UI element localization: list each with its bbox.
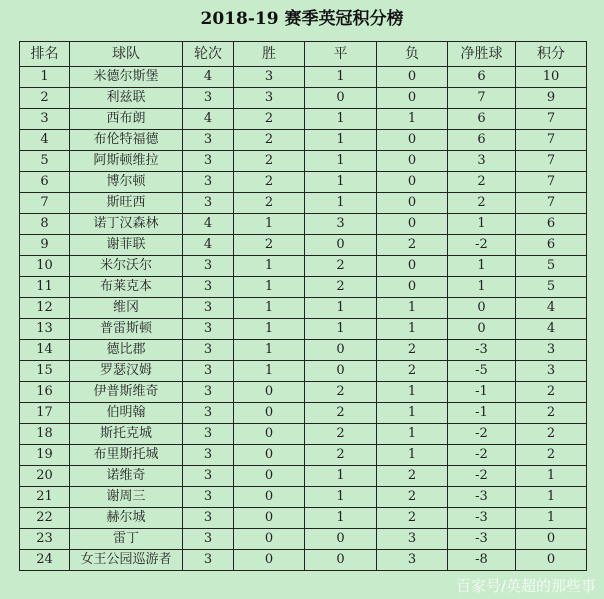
cell-team: 斯旺西 xyxy=(70,193,183,214)
cell-goal-diff: 1 xyxy=(448,214,516,235)
cell-rank: 4 xyxy=(20,130,70,151)
cell-drawn: 1 xyxy=(305,130,377,151)
table-row xyxy=(20,466,587,487)
cell-team: 伊普斯维奇 xyxy=(70,382,183,403)
cell-played: 3 xyxy=(183,361,234,382)
standings-table xyxy=(19,41,587,571)
table-row xyxy=(20,172,587,193)
cell-drawn: 1 xyxy=(305,466,377,487)
cell-won: 0 xyxy=(234,445,305,466)
cell-goal-diff: 6 xyxy=(448,130,516,151)
cell-goal-diff: -3 xyxy=(448,487,516,508)
cell-drawn: 0 xyxy=(305,88,377,109)
cell-team: 米尔沃尔 xyxy=(70,256,183,277)
cell-points: 0 xyxy=(516,529,587,550)
cell-rank: 11 xyxy=(20,277,70,298)
cell-team: 西布朗 xyxy=(70,109,183,130)
cell-points: 6 xyxy=(516,214,587,235)
cell-played: 3 xyxy=(183,445,234,466)
cell-rank: 21 xyxy=(20,487,70,508)
cell-drawn: 1 xyxy=(305,172,377,193)
cell-won: 1 xyxy=(234,319,305,340)
table-row xyxy=(20,256,587,277)
cell-lost: 0 xyxy=(377,88,448,109)
cell-goal-diff: 6 xyxy=(448,109,516,130)
cell-rank: 7 xyxy=(20,193,70,214)
cell-rank: 8 xyxy=(20,214,70,235)
table-row xyxy=(20,319,587,340)
cell-team: 普雷斯顿 xyxy=(70,319,183,340)
cell-lost: 1 xyxy=(377,298,448,319)
cell-points: 3 xyxy=(516,361,587,382)
cell-goal-diff: 2 xyxy=(448,193,516,214)
cell-goal-diff: -5 xyxy=(448,361,516,382)
table-row xyxy=(20,298,587,319)
table-row xyxy=(20,340,587,361)
cell-points: 0 xyxy=(516,550,587,571)
table-row xyxy=(20,235,587,256)
cell-won: 1 xyxy=(234,340,305,361)
cell-won: 0 xyxy=(234,487,305,508)
cell-lost: 3 xyxy=(377,550,448,571)
cell-drawn: 1 xyxy=(305,298,377,319)
cell-rank: 20 xyxy=(20,466,70,487)
cell-won: 0 xyxy=(234,466,305,487)
cell-drawn: 0 xyxy=(305,340,377,361)
cell-lost: 0 xyxy=(377,130,448,151)
cell-drawn: 0 xyxy=(305,235,377,256)
table-row xyxy=(20,529,587,550)
cell-played: 3 xyxy=(183,466,234,487)
cell-won: 2 xyxy=(234,109,305,130)
cell-goal-diff: 3 xyxy=(448,151,516,172)
cell-played: 3 xyxy=(183,424,234,445)
cell-lost: 2 xyxy=(377,235,448,256)
cell-goal-diff: -3 xyxy=(448,508,516,529)
header-team: 球队 xyxy=(70,42,183,67)
cell-points: 1 xyxy=(516,487,587,508)
cell-won: 2 xyxy=(234,172,305,193)
cell-played: 3 xyxy=(183,403,234,424)
cell-won: 1 xyxy=(234,256,305,277)
cell-lost: 2 xyxy=(377,340,448,361)
cell-won: 0 xyxy=(234,550,305,571)
cell-points: 1 xyxy=(516,508,587,529)
cell-played: 3 xyxy=(183,487,234,508)
cell-won: 2 xyxy=(234,151,305,172)
cell-points: 2 xyxy=(516,424,587,445)
cell-lost: 2 xyxy=(377,487,448,508)
cell-drawn: 1 xyxy=(305,151,377,172)
cell-won: 0 xyxy=(234,529,305,550)
cell-played: 4 xyxy=(183,109,234,130)
cell-drawn: 1 xyxy=(305,487,377,508)
cell-rank: 12 xyxy=(20,298,70,319)
cell-goal-diff: -2 xyxy=(448,424,516,445)
cell-team: 诺丁汉森林 xyxy=(70,214,183,235)
header-points: 积分 xyxy=(516,42,587,67)
cell-rank: 9 xyxy=(20,235,70,256)
cell-points: 7 xyxy=(516,109,587,130)
cell-team: 伯明翰 xyxy=(70,403,183,424)
cell-rank: 22 xyxy=(20,508,70,529)
cell-played: 3 xyxy=(183,151,234,172)
cell-lost: 0 xyxy=(377,214,448,235)
table-row xyxy=(20,277,587,298)
cell-team: 谢周三 xyxy=(70,487,183,508)
table-row xyxy=(20,67,587,88)
header-played: 轮次 xyxy=(183,42,234,67)
cell-goal-diff: -2 xyxy=(448,466,516,487)
page-title: 2018-19 赛季英冠积分榜 xyxy=(200,9,404,29)
cell-lost: 0 xyxy=(377,277,448,298)
cell-won: 1 xyxy=(234,298,305,319)
cell-team: 谢菲联 xyxy=(70,235,183,256)
cell-points: 10 xyxy=(516,67,587,88)
cell-rank: 23 xyxy=(20,529,70,550)
cell-rank: 14 xyxy=(20,340,70,361)
cell-won: 1 xyxy=(234,277,305,298)
cell-played: 3 xyxy=(183,193,234,214)
cell-drawn: 0 xyxy=(305,361,377,382)
cell-team: 德比郡 xyxy=(70,340,183,361)
cell-team: 维冈 xyxy=(70,298,183,319)
header-row xyxy=(20,42,587,67)
cell-rank: 18 xyxy=(20,424,70,445)
cell-played: 3 xyxy=(183,550,234,571)
cell-team: 米德尔斯堡 xyxy=(70,67,183,88)
cell-rank: 15 xyxy=(20,361,70,382)
cell-rank: 17 xyxy=(20,403,70,424)
table-row xyxy=(20,214,587,235)
header-drawn: 平 xyxy=(305,42,377,67)
cell-points: 2 xyxy=(516,403,587,424)
cell-team: 布莱克本 xyxy=(70,277,183,298)
cell-lost: 0 xyxy=(377,193,448,214)
cell-lost: 1 xyxy=(377,424,448,445)
cell-played: 3 xyxy=(183,256,234,277)
watermark: 百家号/英超的那些事 xyxy=(455,577,596,595)
table-row xyxy=(20,550,587,571)
cell-team: 斯托克城 xyxy=(70,424,183,445)
cell-played: 3 xyxy=(183,172,234,193)
cell-won: 1 xyxy=(234,214,305,235)
cell-lost: 2 xyxy=(377,466,448,487)
cell-points: 4 xyxy=(516,298,587,319)
cell-won: 3 xyxy=(234,88,305,109)
table-row xyxy=(20,445,587,466)
cell-points: 3 xyxy=(516,340,587,361)
cell-rank: 10 xyxy=(20,256,70,277)
cell-lost: 1 xyxy=(377,403,448,424)
cell-goal-diff: 7 xyxy=(448,88,516,109)
cell-goal-diff: -3 xyxy=(448,529,516,550)
cell-played: 3 xyxy=(183,130,234,151)
cell-points: 5 xyxy=(516,277,587,298)
cell-points: 9 xyxy=(516,88,587,109)
cell-goal-diff: -1 xyxy=(448,382,516,403)
cell-drawn: 2 xyxy=(305,424,377,445)
cell-lost: 1 xyxy=(377,445,448,466)
cell-lost: 1 xyxy=(377,319,448,340)
cell-goal-diff: 1 xyxy=(448,277,516,298)
cell-won: 0 xyxy=(234,382,305,403)
cell-won: 2 xyxy=(234,193,305,214)
cell-lost: 2 xyxy=(377,361,448,382)
cell-lost: 1 xyxy=(377,382,448,403)
cell-played: 3 xyxy=(183,382,234,403)
cell-goal-diff: 0 xyxy=(448,298,516,319)
cell-team: 赫尔城 xyxy=(70,508,183,529)
cell-played: 4 xyxy=(183,235,234,256)
cell-played: 3 xyxy=(183,277,234,298)
cell-rank: 1 xyxy=(20,67,70,88)
cell-drawn: 3 xyxy=(305,214,377,235)
cell-drawn: 0 xyxy=(305,550,377,571)
cell-won: 0 xyxy=(234,508,305,529)
cell-points: 6 xyxy=(516,235,587,256)
table-row xyxy=(20,109,587,130)
table-row xyxy=(20,424,587,445)
cell-goal-diff: -2 xyxy=(448,445,516,466)
header-won: 胜 xyxy=(234,42,305,67)
cell-team: 布伦特福德 xyxy=(70,130,183,151)
cell-drawn: 2 xyxy=(305,403,377,424)
table-row xyxy=(20,88,587,109)
table-row xyxy=(20,382,587,403)
cell-won: 2 xyxy=(234,235,305,256)
header-goal-diff: 净胜球 xyxy=(448,42,516,67)
table-row xyxy=(20,151,587,172)
cell-drawn: 1 xyxy=(305,67,377,88)
cell-points: 7 xyxy=(516,193,587,214)
cell-rank: 5 xyxy=(20,151,70,172)
cell-won: 0 xyxy=(234,403,305,424)
cell-points: 7 xyxy=(516,151,587,172)
cell-won: 1 xyxy=(234,361,305,382)
cell-drawn: 2 xyxy=(305,277,377,298)
cell-points: 2 xyxy=(516,382,587,403)
cell-played: 3 xyxy=(183,298,234,319)
cell-goal-diff: 2 xyxy=(448,172,516,193)
table-row xyxy=(20,130,587,151)
cell-rank: 16 xyxy=(20,382,70,403)
table-row xyxy=(20,361,587,382)
cell-lost: 0 xyxy=(377,256,448,277)
header-rank: 排名 xyxy=(20,42,70,67)
cell-team: 博尔顿 xyxy=(70,172,183,193)
cell-points: 7 xyxy=(516,172,587,193)
cell-won: 2 xyxy=(234,130,305,151)
cell-played: 3 xyxy=(183,340,234,361)
cell-goal-diff: -2 xyxy=(448,235,516,256)
cell-played: 3 xyxy=(183,508,234,529)
cell-points: 4 xyxy=(516,319,587,340)
cell-won: 3 xyxy=(234,67,305,88)
cell-drawn: 2 xyxy=(305,445,377,466)
cell-played: 3 xyxy=(183,529,234,550)
cell-lost: 0 xyxy=(377,172,448,193)
cell-lost: 2 xyxy=(377,508,448,529)
cell-goal-diff: 1 xyxy=(448,256,516,277)
cell-rank: 3 xyxy=(20,109,70,130)
cell-points: 2 xyxy=(516,445,587,466)
cell-team: 女王公园巡游者 xyxy=(70,550,183,571)
cell-goal-diff: -3 xyxy=(448,340,516,361)
cell-team: 雷丁 xyxy=(70,529,183,550)
cell-played: 4 xyxy=(183,214,234,235)
cell-goal-diff: 6 xyxy=(448,67,516,88)
cell-drawn: 0 xyxy=(305,529,377,550)
cell-team: 阿斯顿维拉 xyxy=(70,151,183,172)
cell-team: 布里斯托城 xyxy=(70,445,183,466)
table-row xyxy=(20,487,587,508)
cell-team: 诺维奇 xyxy=(70,466,183,487)
table-row xyxy=(20,403,587,424)
cell-won: 0 xyxy=(234,424,305,445)
cell-rank: 13 xyxy=(20,319,70,340)
cell-drawn: 2 xyxy=(305,382,377,403)
cell-lost: 3 xyxy=(377,529,448,550)
header-lost: 负 xyxy=(377,42,448,67)
cell-goal-diff: 0 xyxy=(448,319,516,340)
cell-lost: 0 xyxy=(377,67,448,88)
cell-team: 利兹联 xyxy=(70,88,183,109)
cell-drawn: 1 xyxy=(305,109,377,130)
cell-drawn: 2 xyxy=(305,256,377,277)
cell-rank: 6 xyxy=(20,172,70,193)
cell-drawn: 1 xyxy=(305,319,377,340)
cell-points: 1 xyxy=(516,466,587,487)
cell-rank: 19 xyxy=(20,445,70,466)
cell-lost: 0 xyxy=(377,151,448,172)
table-row xyxy=(20,193,587,214)
cell-goal-diff: -8 xyxy=(448,550,516,571)
cell-played: 4 xyxy=(183,67,234,88)
cell-played: 3 xyxy=(183,88,234,109)
table-row xyxy=(20,508,587,529)
cell-points: 7 xyxy=(516,130,587,151)
cell-goal-diff: -1 xyxy=(448,403,516,424)
cell-drawn: 1 xyxy=(305,193,377,214)
cell-team: 罗瑟汉姆 xyxy=(70,361,183,382)
cell-rank: 24 xyxy=(20,550,70,571)
cell-drawn: 1 xyxy=(305,508,377,529)
cell-points: 5 xyxy=(516,256,587,277)
cell-rank: 2 xyxy=(20,88,70,109)
cell-played: 3 xyxy=(183,319,234,340)
cell-lost: 1 xyxy=(377,109,448,130)
